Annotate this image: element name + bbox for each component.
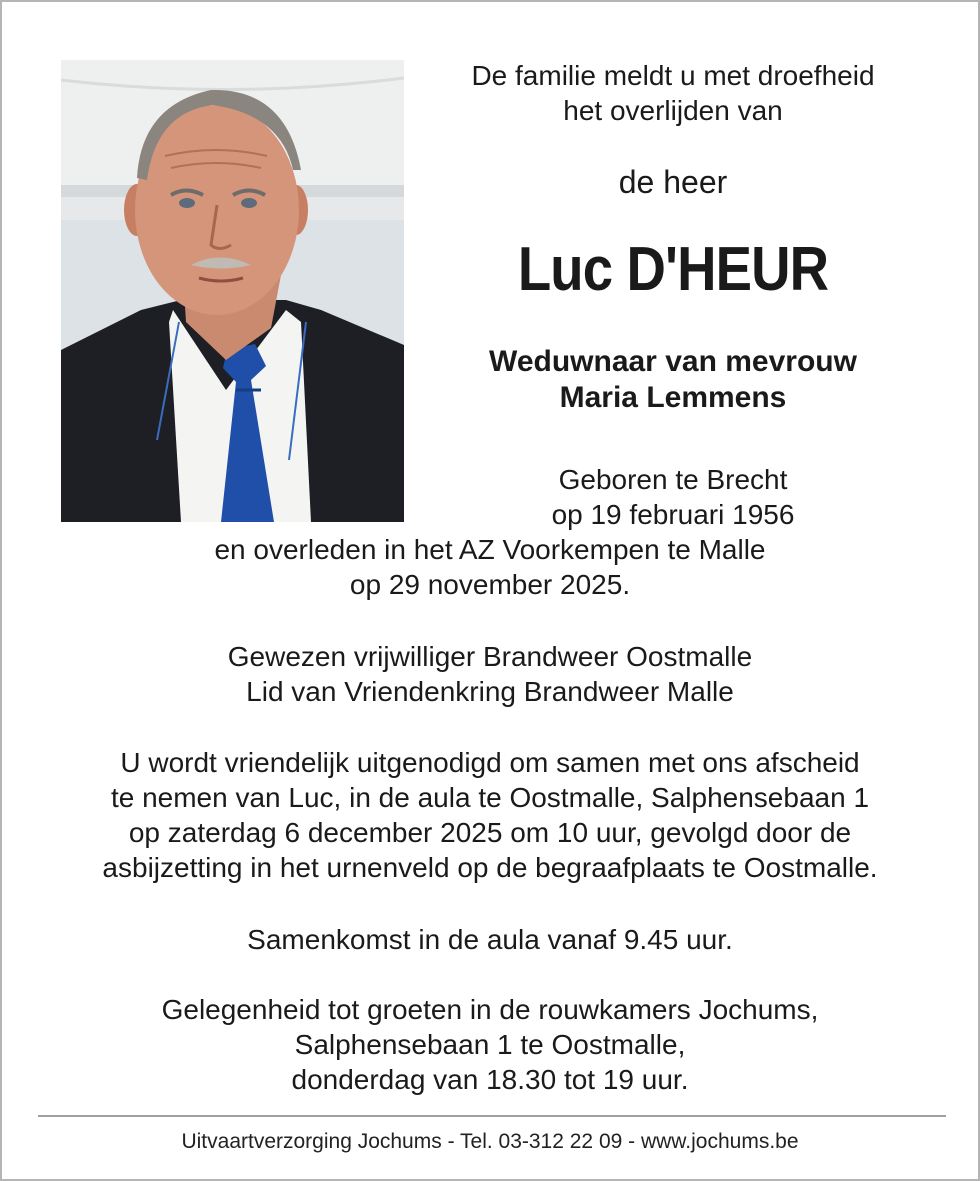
birth-line-2: op 19 februari 1956	[551, 499, 795, 530]
visitation-line-2: Salphensebaan 1 te Oostmalle,	[294, 1029, 686, 1060]
invitation-line-2: te nemen van Luc, in de aula te Oostmalle, Salphensebaan 1	[110, 782, 870, 813]
intro-text	[404, 58, 942, 128]
visitation-line-3: donderdag van 18.30 tot 19 uur.	[291, 1064, 689, 1095]
portrait-photo	[61, 60, 404, 522]
birth-info	[404, 462, 942, 532]
widow-of	[404, 344, 942, 416]
footer-text: Uitvaartverzorging Jochums - Tel. 03-312 22 09 - www.jochums.be	[181, 1130, 799, 1153]
death-line-2: op 29 november 2025.	[349, 569, 631, 600]
visitation-line-1: Gelegenheid tot groeten in de rouwkamers Jochums,	[161, 994, 819, 1025]
invitation-line-4: asbijzetting in het urnenveld op de begraafplaats te Oostmalle.	[102, 852, 878, 883]
death-info	[2, 532, 978, 602]
roles	[2, 639, 978, 709]
gathering: Samenkomst in de aula vanaf 9.45 uur.	[247, 924, 733, 955]
intro-line-2: het overlijden van	[563, 95, 783, 126]
intro-line-1: De familie meldt u met droefheid	[471, 60, 875, 91]
footer-divider	[38, 1115, 946, 1117]
honorific: de heer	[618, 164, 728, 200]
invitation	[2, 745, 978, 885]
visitation	[2, 992, 978, 1097]
invitation-line-3: op zaterdag 6 december 2025 om 10 uur, gevolgd door de	[128, 817, 852, 848]
role-line-1: Gewezen vrijwilliger Brandweer Oostmalle	[227, 641, 753, 672]
death-line-1: en overleden in het AZ Voorkempen te Malle	[214, 534, 766, 565]
role-line-2: Lid van Vriendenkring Brandweer Malle	[246, 676, 734, 707]
deceased-name: Luc D'HEUR	[517, 235, 829, 304]
widow-line-2: Maria Lemmens	[559, 381, 787, 414]
birth-line-1: Geboren te Brecht	[558, 464, 788, 495]
widow-line-1: Weduwnaar van mevrouw	[489, 345, 857, 378]
invitation-line-1: U wordt vriendelijk uitgenodigd om samen met ons afscheid	[120, 747, 860, 778]
